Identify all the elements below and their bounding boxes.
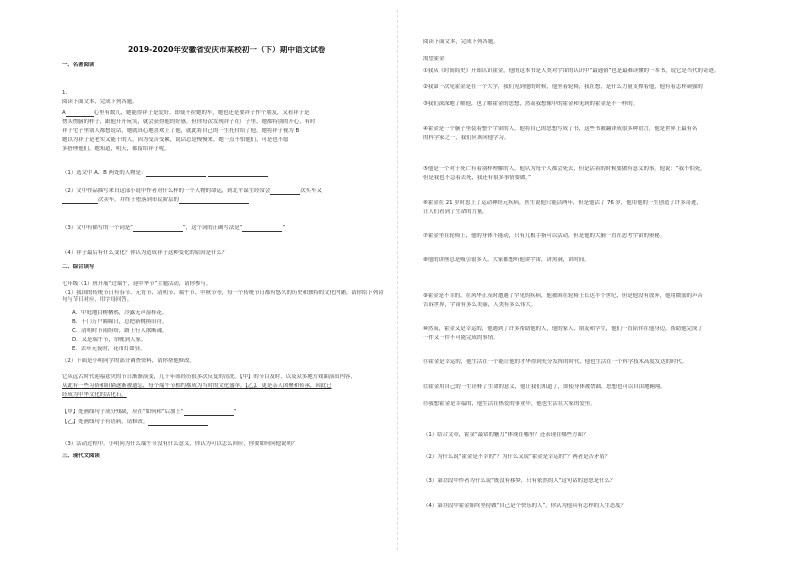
question-3: （3）文中有描写的一个词是“ ”，这个词的正确写法是“ ” <box>62 225 286 231</box>
passage-title: 渴望霍金 <box>423 56 445 62</box>
passage-para: ⑫霍金用自己的一生诠释了生命的意义，他让我们知道了，即使身体被禁锢，思想也可以自由地翱翔。 <box>423 384 666 390</box>
right-intro: 阅读下面文本，完成下列各题。 <box>423 39 499 45</box>
material-line-1: 它从远古时代迎福祛灾的节日渐渐演变，几千年间经历很多次反复的清洗。【甲】的节目及时，以及众多地方戏曲演出内容， <box>62 374 356 380</box>
option-d: D．又是端午节，帘帐到人家。 <box>72 337 147 343</box>
passage-line-1: A 心里有数儿，她能得祥子是爱好，即使不拉她的车，她也还是要祥子作个朋友，又看祥子是 <box>62 110 310 116</box>
activity-intro: 七年级（1）班开展“过端午，迎中华节”主题活动，请你参与。 <box>62 281 212 287</box>
passage-para: 一件又一件不可能完成的事情。 <box>423 335 499 341</box>
passage-line-2: 愣头愣脑的样子，跟他开开玩笑，就会获得他的好感。但你每次发现祥子在厂子里，她都特别的开心，有时 <box>62 119 316 125</box>
question-5: （1）我国的传统节日有春节、元宵节、清明节、端午节、中秋节等，每一个传统节日都有悠久的历史和独特的文化内涵。请你给下列诗句与节日对应，用字母回答。 <box>62 290 384 303</box>
material-line-3: 经成为中华文化的活化石。 <box>62 392 127 398</box>
passage-para: ⑪霍金是幸运的，他生活在一个能让他的才华得到充分发挥的时代，他也生活在一个科学技术高度发达的时代。 <box>423 359 688 365</box>
option-c: C．清明时节雨纷纷，路上行人欲断魂。 <box>72 328 168 334</box>
reading-question-4: （4）第⑬段中霍金始终坚持做“自己是个快乐的人”，你认为他具有怎样的人生态度？ <box>423 503 627 509</box>
passage-para: 但是我也不急着去死，我还有很多事情要做。” <box>423 175 531 181</box>
passage-para: ④霍金是一个脑子里装着整个宇宙的人，他将自己的思想写成了书，这些书被翻译成很多种语言，他是世界上最有名 <box>423 126 698 132</box>
section-heading-3: 三、现代文阅读 <box>62 453 100 459</box>
question-1: （1）选文中 A、B 两处的人物是： <box>62 170 268 177</box>
passage-line-5: 多搭理他们，她知道，明天，都留给祥子呢。 <box>62 146 170 152</box>
question-4: （4）祥子最后有什么变化？你认为造成祥子这种变化的原因是什么？ <box>62 250 228 256</box>
passage-para: 告诉世界，宇宙有多么美丽，人类有多么伟大。 <box>423 302 537 308</box>
passage-para: ⑧他的讲座总是吸引很多人，大家都想听他讲宇宙，讲黑洞，讲时间。 <box>423 257 590 263</box>
passage-para: ⑩然而，霍金又是幸运的，他遇到了许多帮助他的人，他的家人、朋友和学生，他们一直陪伴在他身边，帮助他完成了 <box>423 326 703 332</box>
passage-para: ⑤他是一个对于死亡有着别样理解的人，他认为每个人都会死去，但是活着的时候要做有意义的事。他说：“我不怕死， <box>423 166 706 172</box>
question-number: 1. <box>62 90 68 96</box>
passage-para: ⑨霍金是不幸的，在风华正茂时遭遇了罕见的疾病，他被困在轮椅上长达半个世纪，但是他没有放弃，他用微弱的声音 <box>423 293 703 299</box>
passage-line-4: 她以为祥子是老实又能干的人，因为受苦受累，说话总是慢慢来，她一点不怕他们，可是也不愿 <box>62 137 289 143</box>
option-a: A．中庭地白树栖鸦，冷露无声湿桂花。 <box>72 310 168 316</box>
passage-para: 让人们看到了生命的力量。 <box>423 209 488 215</box>
reading-question-1: （1）结合文章，霍金“最常的魅力”体现在哪里？还表现在哪些方面？ <box>423 432 589 438</box>
reading-question-3: （3）第⑫段中作者为什么说“既没有移梦，只有依然的人”这句话的意思是什么？ <box>423 478 616 484</box>
exam-title: 2019-2020年安徽省安庆市某校初一（下）期中语文试卷 <box>128 46 326 53</box>
passage-para: ①我从《时间简史》开始认识霍金。他的这本书是人类对宇宙的认识中“最通俗”也是最难读懂的一本书，说它是当代的奇迹。 <box>423 68 720 74</box>
column-divider <box>397 10 398 550</box>
material-line-2: 从此有一些习俗和阻隔逐渐被遗忘，每个端午节相约都成为当时的文化盛举。【乙】，更是亲人团聚和传承，因此已 <box>62 383 332 389</box>
question-2-line-1: （2）文中作品描写来自这部小说中作者对什么样的一个人物的命运，到北平谋生经常会 次买车又 <box>62 188 322 194</box>
passage-para: ⑥霍金在 21 岁时患上了运动神经元疾病，医生说他只能活两年，但是他活了 76 岁，他用他的一生创造了许多奇迹， <box>423 200 702 206</box>
reading-intro: 阅读下面文本，完成下列各题。 <box>62 99 138 105</box>
option-b: B．千门万户瞳瞳日，总把新桃换旧符。 <box>72 319 168 325</box>
question-6b: 【乙】处画线句子有语病，请修改。 <box>62 419 208 426</box>
passage-para: ③我们深深地了解他，也了解霍金的思想，然而我想像中的霍金和见到的霍金是不一样的。 <box>423 101 639 107</box>
passage-para: ②我第一次见霍金是在一个大学，我们见到他的时候，他坐着轮椅，我在想，是什么力量支撑着他，他有着怎样顽强的 <box>423 84 703 90</box>
question-2-line-2: 次卖车，并终于堕落到市民阶层的 <box>62 197 249 204</box>
passage-para: ⑦霍金坐在轮椅上，他的身体不能动，只有几根手指可以活动，但是他的大脑一直在思考宇宙的奥秘。 <box>423 233 666 239</box>
option-e: E．去年元夜时，花市灯如昼。 <box>72 346 146 352</box>
passage-line-3: 祥子宅子里别人都想说话，她就真心地喜欢上了他，就此将自己的一生托付给了他。她将祥子视为 B <box>62 128 300 134</box>
passage-para: ⑬我想霍金是幸福的，他生活在热爱的事业中，他也生活在大家的爱里。 <box>423 401 596 407</box>
passage-para: 的科学家之一，我们应该向他学习。 <box>423 135 510 141</box>
question-6: （2）下面是小明同学的部分调查资料，请你帮他修改。 <box>62 358 195 364</box>
section-heading-1: 一、名著阅读 <box>62 62 95 68</box>
reading-question-2: （2）为什么说“霍金是不幸的”？为什么又说“霍金是幸运的”？两者是否矛盾？ <box>423 454 611 460</box>
question-7: （3）活动过程中，小明问为什么端午节没有什么意义，你认为可以怎么回应，你要如何向他说明？ <box>62 441 298 447</box>
section-heading-2: 二、综合读写 <box>62 264 95 270</box>
question-6a: 【甲】处画线句子成分残缺，应在“如何和”后加上“ ” <box>62 409 237 415</box>
